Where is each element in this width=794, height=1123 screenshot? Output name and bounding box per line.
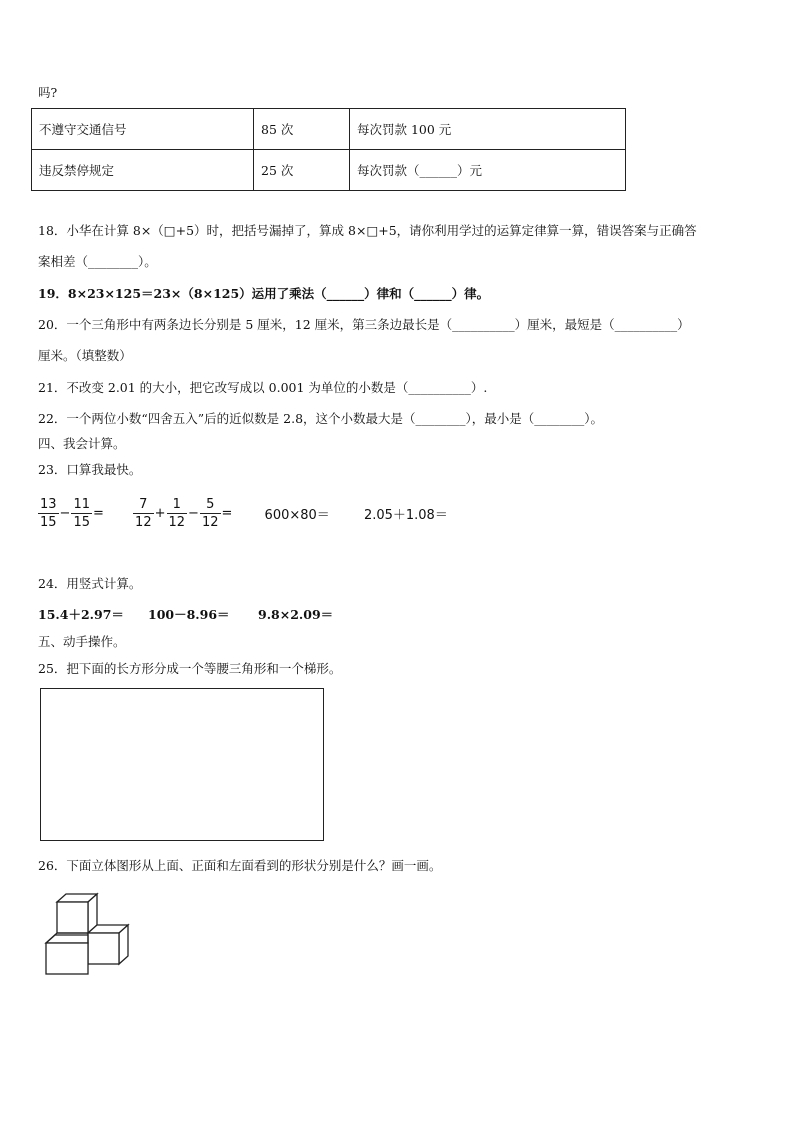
cube-top-face: [46, 935, 88, 943]
expr-3: 600×80＝: [264, 508, 330, 523]
q21: 21．不改变 2.01 的大小，把它改写成以 0.001 为单位的小数是（__________）.: [38, 380, 488, 395]
q26: 26．下面立体图形从上面、正面和左面看到的形状分别是什么？画一画。: [38, 858, 442, 873]
q24-item-2: 100－8.96＝: [148, 607, 230, 622]
table-cell: 违反禁停规定: [32, 150, 254, 191]
cube-figure: [44, 892, 134, 976]
section-5-heading: 五、动手操作。: [38, 634, 126, 649]
q20-line2: 厘米。（填整数）: [38, 348, 132, 363]
fraction: $\frac{11}{15}$: [73, 497, 90, 530]
q24-item-3: 9.8×2.09＝: [258, 607, 334, 622]
table-cell: 每次罚款 100 元: [350, 109, 626, 150]
q18-line2: 案相差（________）。: [38, 254, 157, 269]
fraction: $\frac{7}{12}$: [135, 497, 152, 530]
table-cell: 85 次: [254, 109, 350, 150]
q24-item-1: 15.4＋2.97＝: [38, 607, 124, 622]
q20-line1: 20．一个三角形中有两条边长分别是 5 厘米，12 厘米，第三条边最长是（__________）厘米，最短是（__________）: [38, 317, 690, 332]
q22: 22．一个两位小数“四舍五入”后的近似数是 2.8，这个小数最大是（________），最小是（________）。: [38, 411, 604, 426]
expr-2: $\frac{7}{12}$ + $\frac{1}{12}$ − $\frac{5}{12}$ =: [135, 497, 233, 530]
q19: 19．8×23×125＝23×（8×125）运用了乘法（______）律和（______）律。: [38, 286, 490, 301]
table-cell: 每次罚款（______）元: [350, 150, 626, 191]
cube-front-face: [88, 933, 119, 964]
table-cell: 25 次: [254, 150, 350, 191]
table-cell: 不遵守交通信号: [32, 109, 254, 150]
expr-4: 2.05＋1.08＝: [363, 508, 448, 523]
fraction: $\frac{5}{12}$: [201, 497, 219, 530]
table-row: [32, 150, 626, 191]
cube-front-face: [57, 902, 88, 933]
fraction: $\frac{13}{15}$: [40, 497, 57, 530]
q24-title: 24．用竖式计算。: [38, 576, 142, 591]
q25: 25．把下面的长方形分成一个等腰三角形和一个梯形。: [38, 661, 342, 676]
expr-1: $\frac{13}{15}$ − $\frac{11}{15}$ =: [40, 497, 104, 530]
section-4-heading: 四、我会计算。: [38, 436, 126, 451]
table-row: [32, 109, 626, 150]
q23-title: 23．口算我最快。: [38, 462, 142, 477]
q18-line1: 18．小华在计算 8×（□+5）时，把括号漏掉了，算成 8×□+5，请你利用学过的运算定律算一算，错误答案与正确答: [38, 223, 697, 238]
q23-expressions: [38, 496, 449, 531]
top-line: 吗?: [38, 85, 58, 100]
cube-front-face: [46, 943, 88, 974]
fine-table: [31, 108, 626, 191]
rectangle-figure: [40, 688, 324, 841]
fraction: $\frac{1}{12}$: [168, 497, 186, 530]
